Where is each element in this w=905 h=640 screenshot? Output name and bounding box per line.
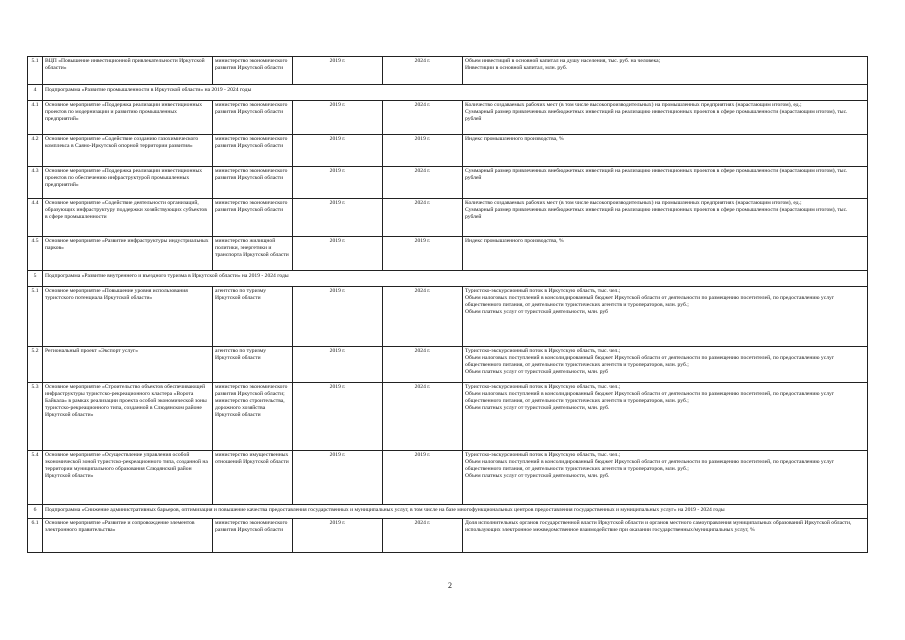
activity-name: Основное мероприятие «Строительство объектов обеспечивающей инфраструктуры туристско-рекреационного кластера «Ворота Байкала» в рамках реализации проекта особой экономической зоны туристско-рекреационного типа, созданной в Слюдянском районе Иркутской области» [43,383,213,451]
table-row [28,451,868,505]
row-number: 5 [28,271,43,287]
table-row [28,519,868,553]
start-year: 2019 г. [293,287,383,347]
end-year: 2024 г. [383,519,463,553]
activity-name: Региональный проект «Экспорт услуг» [43,347,213,383]
row-number: 4.2 [28,135,43,167]
row-number: 5.1 [28,287,43,347]
table-row [28,347,868,383]
indicator-line: Объем платных услуг от туристской деятельности, млн. руб [465,369,608,376]
indicators [463,167,868,199]
row-number: 4 [28,85,43,101]
start-year: 2019 г. [293,237,383,271]
indicator-line: Объем платных услуг от туристской деятельности, млн. руб. [465,473,610,480]
start-year: 2019 г. [293,451,383,505]
indicator-line: Индекс промышленного производства, % [465,238,564,244]
table-row [28,167,868,199]
table-row [28,135,868,167]
executor: агентство по туризму Иркутской области [213,347,293,383]
table-row [28,57,868,85]
executor: министерство экономического развития Иркутской области; министерство строительства, дорожного хозяйства Иркутской области [213,383,293,451]
executor: министерство экономического развития Иркутской области [213,101,293,135]
indicators [463,57,868,85]
indicators [463,519,868,553]
row-number: 5.1 [28,57,43,85]
start-year: 2019 г. [293,347,383,383]
indicator-line: Туристско-экскурсионный поток в Иркутскую область, тыс. чел.; [465,452,621,458]
end-year: 2024 г. [383,199,463,237]
activity-name: Основное мероприятие «Развитие инфраструктуры индустриальных парков» [43,237,213,271]
indicator-line: Объем налоговых поступлений в консолидированный бюджет Иркутской области от деятельности по размещению посетителей, по предоставлению услуг общественного питания, от деятельности туристических агентств и туроператоров, млн. руб.; [465,391,835,405]
indicator-line: Объем платных услуг от туристской деятельности, млн. руб. [465,405,610,412]
subprogram-title: Подпрограмма «Развитие внутреннего и въездного туризма в Иркутской области» на 2019 - 2024 годы [43,271,868,287]
row-number: 5.2 [28,347,43,383]
end-year: 2024 г. [383,101,463,135]
executor: министерство экономического развития Иркутской области [213,57,293,85]
activity-name: Основное мероприятие «Поддержка реализации инвестиционных проектов по модернизации и развитию промышленных предприятий» [43,101,213,135]
executor: министерство экономического развития Иркутской области [213,199,293,237]
indicator-line: Объем налоговых поступлений в консолидированный бюджет Иркутской области от деятельности по размещению посетителей, по предоставлению услуг общественного питания, от деятельности туристических агентств и туроператоров, млн. руб.; [465,459,835,473]
indicator-line: Доля исполнительных органов государственной власти Иркутской области и органов местного самоуправления муниципальных образований Иркутской области, использующих электронное межведомственное взаимодействие при оказании государственных/муниципальных услуг, % [465,520,852,534]
indicators [463,135,868,167]
table-row [28,199,868,237]
program-table [27,56,868,553]
indicator-line: Туристско-экскурсионный поток в Иркутскую область, тыс. чел.; [465,384,621,390]
row-number: 6.1 [28,519,43,553]
executor: министерство имущественных отношений Иркутской области [213,451,293,505]
indicators [463,383,868,451]
indicators [463,451,868,505]
executor: министерство экономического развития Иркутской области [213,135,293,167]
end-year: 2019 г. [383,237,463,271]
indicator-line: Суммарный размер привлеченных внебюджетных инвестиций на реализацию инвестиционных проектов в сфере промышленности (нарастающим итогом), тыс. рублей [465,168,848,182]
activity-name: Основное мероприятие «Содействие созданию газохимического комплекса в Саяно-Иркутской опорной территории развития» [43,135,213,167]
executor: министерство жилищной политики, энергетики и транспорта Иркутской области [213,237,293,271]
indicators [463,237,868,271]
row-number: 4.5 [28,237,43,271]
indicators [463,199,868,237]
indicators [463,287,868,347]
activity-name: Основное мероприятие «Повышение уровня использования туристского потенциала Иркутской области» [43,287,213,347]
row-number: 6 [28,505,43,519]
activity-name: Основное мероприятие «Развитие и сопровождение элементов электронного правительства» [43,519,213,553]
start-year: 2019 г. [293,167,383,199]
indicators [463,101,868,135]
indicator-line: Количество создаваемых рабочих мест (в том числе высокопроизводительных) на промышленных предприятиях (нарастающим итогом), ед.; [465,102,802,108]
indicator-line: Инвестиции в основной капитал, млн. руб. [465,65,568,72]
activity-name: ВЦП «Повышение инвестиционной привлекательности Иркутской области» [43,57,213,85]
subprogram-title: Подпрограмма «Развитие промышленности в Иркутской области» на 2019 - 2024 годы [43,85,868,101]
indicator-line: Суммарный размер привлеченных внебюджетных инвестиций на реализацию инвестиционных проектов в сфере промышленности (нарастающим итогом), тыс. рублей [465,109,848,123]
start-year: 2019 г. [293,57,383,85]
indicator-line: Туристско-экскурсионный поток в Иркутскую область, тыс. чел.; [465,348,621,354]
indicator-line: Объем инвестиций в основной капитал на душу населения, тыс. руб. на человека; [465,58,661,64]
start-year: 2019 г. [293,135,383,167]
end-year: 2019 г. [383,135,463,167]
subprogram-row [28,271,868,287]
row-number: 4.1 [28,101,43,135]
row-number: 4.3 [28,167,43,199]
end-year: 2024 г. [383,57,463,85]
executor: министерство экономического развития Иркутской области [213,519,293,553]
executor: агентство по туризму Иркутской области [213,287,293,347]
indicator-line: Индекс промышленного производства, % [465,136,564,142]
end-year: 2024 г. [383,347,463,383]
indicator-line: Туристско-экскурсионный поток в Иркутскую область, тыс. чел.; [465,288,621,294]
page-number: 2 [448,581,452,590]
indicator-line: Суммарный размер привлеченных внебюджетных инвестиций на реализацию инвестиционных проектов в сфере промышленности (нарастающим итогом), тыс. рублей [465,207,848,221]
table-row [28,237,868,271]
row-number: 5.4 [28,451,43,505]
start-year: 2019 г. [293,519,383,553]
activity-name: Основное мероприятие «Поддержка реализации инвестиционных проектов по обеспечению инфраструктурой промышленных предприятий» [43,167,213,199]
indicator-line: Объем налоговых поступлений в консолидированный бюджет Иркутской области от деятельности по размещению посетителей, по предоставлению услуг общественного питания, от деятельности туристических агентств и туроператоров, млн. руб.; [465,295,835,309]
subprogram-row [28,85,868,101]
indicator-line: Объем платных услуг от туристской деятельности, млн. руб [465,309,608,316]
start-year: 2019 г. [293,199,383,237]
activity-name: Основное мероприятие «Осуществление управления особой экономической зоной туристско-рекреационного типа, созданной на территории муниципального образования Слюдянский район Иркутской области» [43,451,213,505]
indicators [463,347,868,383]
end-year: 2024 г. [383,167,463,199]
table-row [28,101,868,135]
table-row [28,287,868,347]
indicator-line: Количество создаваемых рабочих мест (в том числе высокопроизводительных) на промышленных предприятиях (нарастающим итогом), ед.; [465,200,802,206]
subprogram-title: Подпрограмма «Снижение административных барьеров, оптимизация и повышение качества предоставления государственных и муниципальных услуг, в том числе на базе многофункциональных центров предоставления государственных и муниципальных услуг» на 2019 - 2024 годы [43,505,868,519]
row-number: 4.4 [28,199,43,237]
start-year: 2019 г. [293,101,383,135]
table-row [28,383,868,451]
document-page [27,56,867,553]
end-year: 2024 г. [383,383,463,451]
activity-name: Основное мероприятие «Содействие деятельности организаций, образующих инфраструктуру поддержки хозяйствующих субъектов в сфере промышленности [43,199,213,237]
subprogram-row [28,505,868,519]
row-number: 5.3 [28,383,43,451]
end-year: 2024 г. [383,287,463,347]
start-year: 2019 г. [293,383,383,451]
end-year: 2019 г. [383,451,463,505]
indicator-line: Объем налоговых поступлений в консолидированный бюджет Иркутской области от деятельности по размещению посетителей, по предоставлению услуг общественного питания, от деятельности туристических агентств и туроператоров, млн. руб.; [465,355,835,369]
executor: министерство экономического развития Иркутской области [213,167,293,199]
